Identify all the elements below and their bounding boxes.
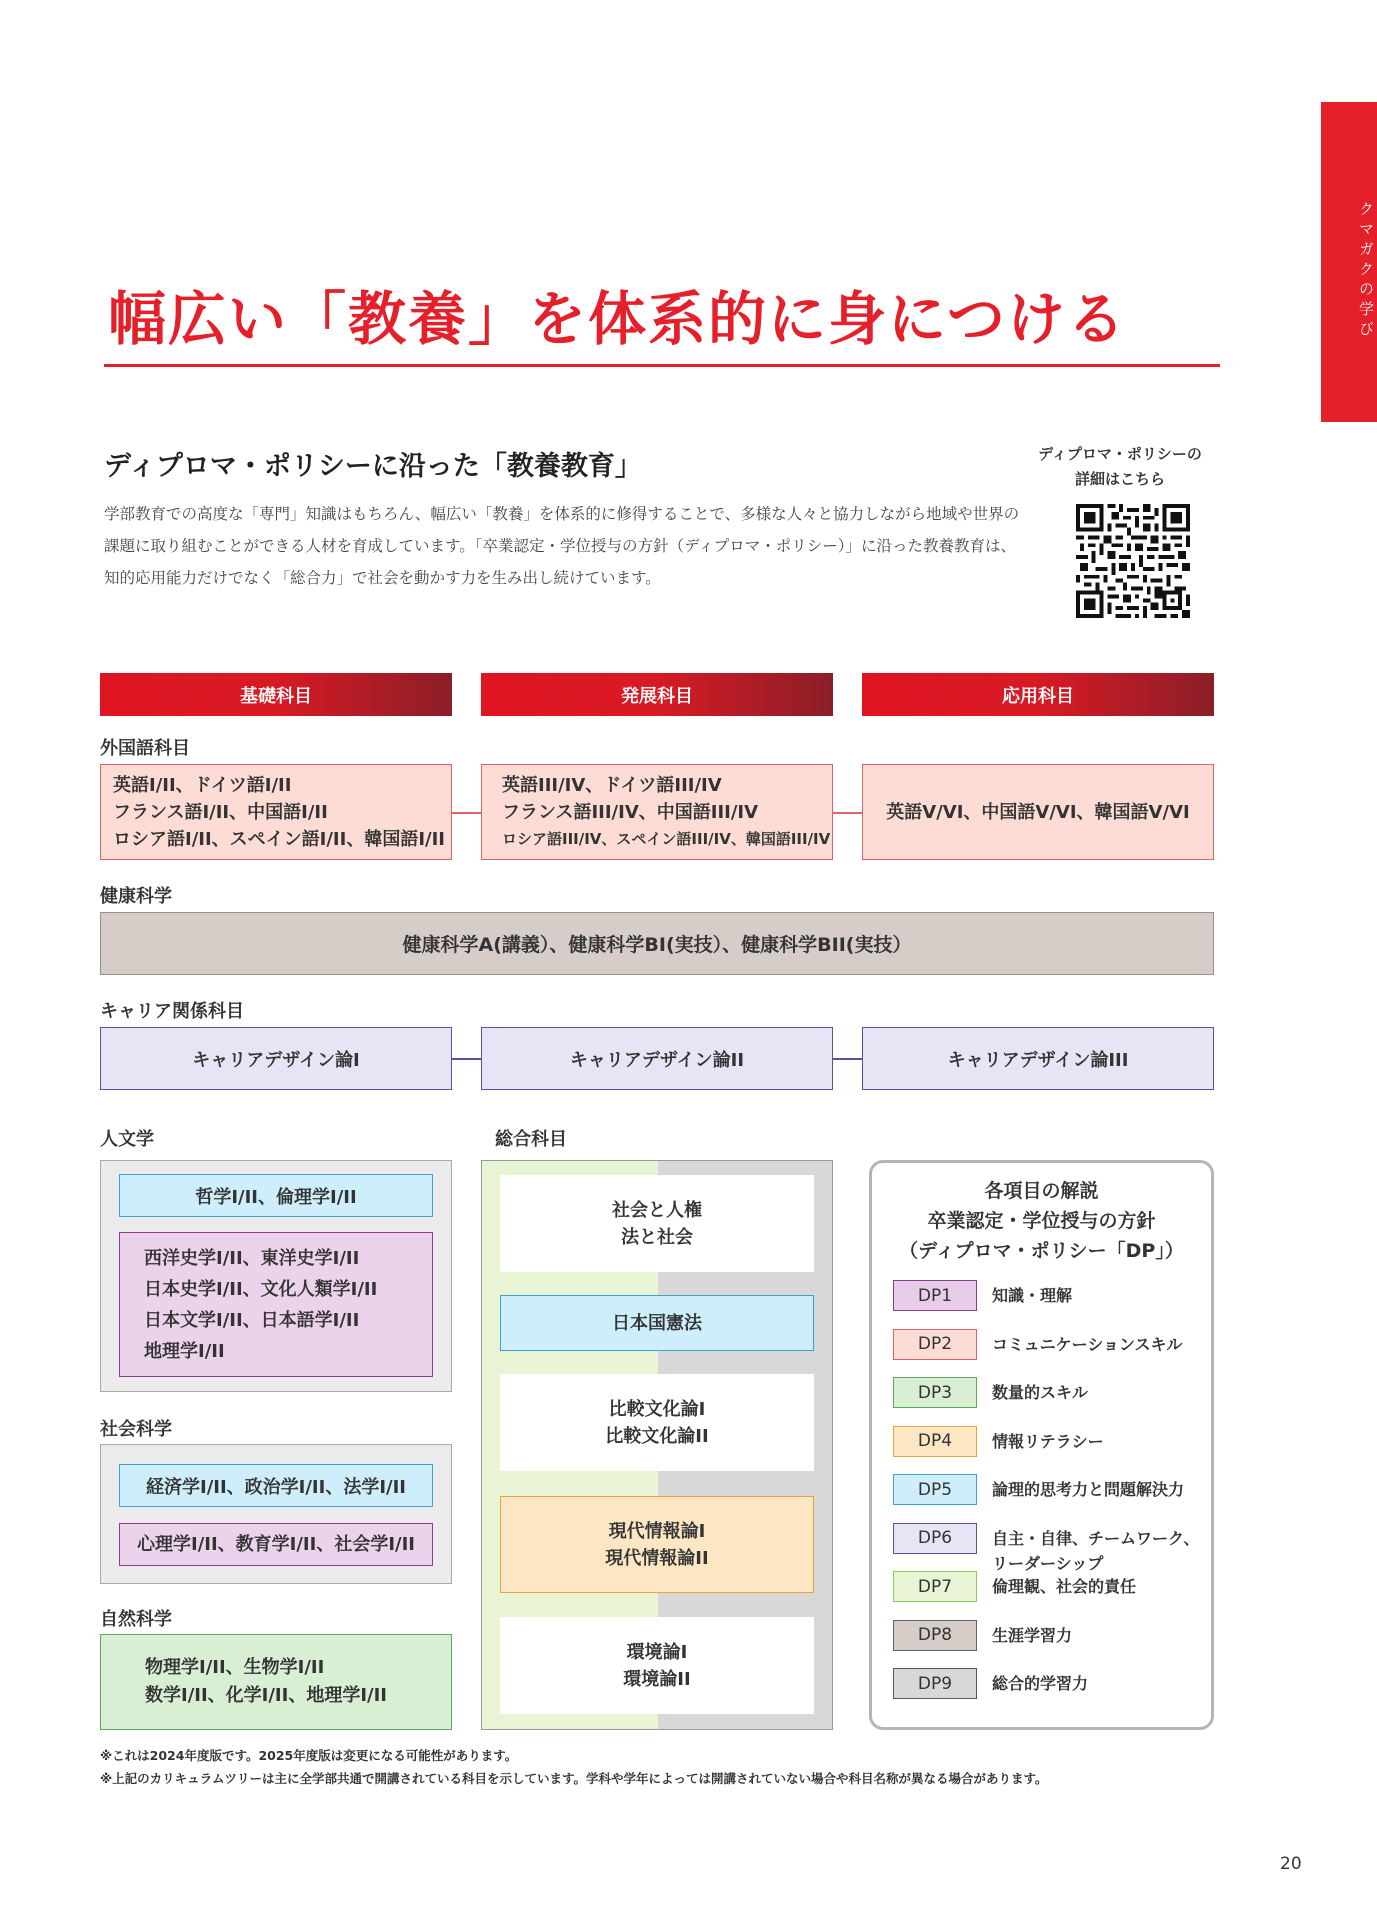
career-design-2-box — [481, 1027, 833, 1090]
foreign-applied-box — [862, 764, 1214, 860]
intro-line: 学部教育での高度な「専門」知識はもちろん、幅広い「教養」を体系的に修得することで、多様な人々と協力しながら地域や世界の — [104, 505, 1020, 523]
connector-line — [452, 812, 481, 814]
comprehensive-item — [500, 1496, 814, 1593]
course-line: 物理学I/II、生物学I/II — [145, 1657, 325, 1678]
course-line: 健康科学A(講義）、健康科学BI(実技）、健康科学BII(実技） — [402, 934, 912, 956]
qr-caption-line: 詳細はこちら — [1074, 470, 1165, 488]
page-title: 幅広い「教養」を体系的に身につける — [108, 285, 1127, 353]
legend-title-line: （ディプロマ・ポリシー「DP」） — [899, 1240, 1184, 1262]
dp-legend-row — [893, 1329, 1182, 1360]
legend-title-line: 卒業認定・学位授与の方針 — [927, 1210, 1156, 1232]
course-line: 法と社会 — [621, 1226, 693, 1248]
course-line: 日本文学I/II、日本語学I/II — [144, 1309, 360, 1331]
dp-description — [992, 1523, 1199, 1576]
comprehensive-item — [500, 1295, 814, 1351]
dp-legend-row — [893, 1620, 1072, 1651]
natural-science-label: 自然科学 — [100, 1609, 172, 1630]
course-line: キャリアデザイン論I — [192, 1049, 360, 1071]
course-line: 環境論I — [626, 1641, 688, 1663]
course-line: 英語III/IV、ドイツ語III/IV — [502, 774, 722, 796]
career-label: キャリア関係科目 — [100, 1001, 244, 1022]
qr-caption — [1030, 442, 1210, 492]
course-line: キャリアデザイン論II — [569, 1049, 745, 1071]
course-line: 比較文化論II — [605, 1425, 709, 1447]
dp-description — [992, 1668, 1088, 1696]
column-header-basic: 基礎科目 — [100, 673, 452, 716]
qr-caption-line: ディプロマ・ポリシーの — [1038, 445, 1202, 463]
dp-description — [992, 1377, 1088, 1405]
footnote: ※これは2024年度版です。2025年度版は変更になる可能性があります。 — [100, 1748, 518, 1763]
humanities-philosophy-box: 哲学I/II、倫理学I/II — [119, 1174, 433, 1217]
comprehensive-label: 総合科目 — [495, 1129, 567, 1150]
legend-title-line: 各項目の解説 — [984, 1180, 1099, 1202]
dp-badge: DP8 — [893, 1620, 977, 1651]
course-line: ロシア語III/IV、スペイン語III/IV、韓国語III/IV — [502, 829, 831, 848]
course-line: 英語I/II、ドイツ語I/II — [113, 774, 292, 796]
dp-legend-row — [893, 1474, 1184, 1505]
dp-legend-row — [893, 1426, 1104, 1457]
course-line: フランス語I/II、中国語I/II — [113, 801, 328, 823]
dp-description-line: 総合的学習力 — [992, 1674, 1089, 1693]
career-design-1-box — [100, 1027, 452, 1090]
dp-legend-row — [893, 1571, 1136, 1602]
social-psychology-box: 心理学I/II、教育学I/II、社会学I/II — [119, 1523, 433, 1566]
course-line: 英語V/VI、中国語V/VI、韓国語V/VI — [886, 801, 1190, 823]
dp-description-line: 知識・理解 — [992, 1286, 1073, 1305]
dp-description — [992, 1620, 1072, 1648]
career-design-3-box — [862, 1027, 1214, 1090]
connector-line — [452, 1058, 481, 1060]
page-number: 20 — [1280, 1854, 1302, 1874]
dp-badge: DP7 — [893, 1571, 977, 1602]
column-header-develop: 発展科目 — [481, 673, 833, 716]
course-line: フランス語III/IV、中国語III/IV — [502, 801, 759, 823]
dp-badge: DP2 — [893, 1329, 977, 1360]
dp-legend-row — [893, 1280, 1072, 1311]
dp-description-line: 自主・自律、チームワーク、 — [992, 1528, 1200, 1548]
dp-legend-list — [893, 1280, 1213, 1710]
social-science-label: 社会科学 — [100, 1419, 172, 1440]
dp-legend-title — [869, 1176, 1214, 1266]
section-side-tab: クマガクの学び — [1321, 102, 1377, 422]
section-subtitle: ディプロマ・ポリシーに沿った「教養教育」 — [104, 451, 642, 482]
dp-description — [992, 1426, 1104, 1454]
course-line: 日本史学I/II、文化人類学I/II — [144, 1278, 378, 1300]
dp-description — [992, 1280, 1072, 1308]
dp-description-line: 数量的スキル — [992, 1383, 1088, 1402]
dp-description — [992, 1571, 1136, 1599]
foreign-basic-box — [100, 764, 452, 860]
foreign-language-label: 外国語科目 — [100, 738, 190, 759]
comprehensive-item — [500, 1374, 814, 1471]
humanities-history-box — [119, 1232, 433, 1377]
dp-description-line: 情報リテラシー — [992, 1431, 1104, 1451]
dp-badge: DP9 — [893, 1668, 977, 1699]
dp-description-line: リーダーシップ — [992, 1553, 1104, 1573]
dp-description — [992, 1474, 1184, 1502]
dp-legend-row — [893, 1377, 1088, 1408]
course-line: 西洋史学I/II、東洋史学I/II — [144, 1247, 360, 1269]
comprehensive-item — [500, 1175, 814, 1272]
dp-description-line: 論理的思考力と問題解決力 — [992, 1480, 1185, 1499]
dp-badge: DP4 — [893, 1426, 977, 1457]
intro-line: 知的応用能力だけでなく「総合力」で社会を動かす力を生み出し続けています。 — [104, 569, 661, 587]
column-header-applied: 応用科目 — [862, 673, 1214, 716]
dp-description-line: 倫理観、社会的責任 — [992, 1577, 1137, 1596]
course-line: 数学I/II、化学I/II、地理学I/II — [145, 1685, 387, 1706]
social-economics-box: 経済学I/II、政治学I/II、法学I/II — [119, 1464, 433, 1507]
course-line: ロシア語I/II、スペイン語I/II、韓国語I/II — [113, 828, 445, 850]
course-line: 地理学I/II — [144, 1340, 225, 1362]
dp-badge: DP1 — [893, 1280, 977, 1311]
course-line: 現代情報論II — [605, 1547, 709, 1569]
intro-line: 課題に取り組むことができる人材を育成しています。「卒業認定・学位授与の方針（ディプロマ・ポリシー）」に沿った教養教育は、 — [104, 537, 1017, 555]
course-line: キャリアデザイン論III — [947, 1049, 1129, 1071]
dp-description — [992, 1329, 1182, 1357]
dp-badge: DP5 — [893, 1474, 977, 1505]
comprehensive-item — [500, 1617, 814, 1714]
dp-badge: DP3 — [893, 1377, 977, 1408]
connector-line — [833, 812, 862, 814]
dp-badge: DP6 — [893, 1523, 977, 1554]
foreign-develop-box — [481, 764, 833, 860]
humanities-label: 人文学 — [100, 1129, 154, 1150]
dp-description-line: コミュニケーションスキル — [992, 1334, 1183, 1354]
course-line: 環境論II — [623, 1668, 691, 1690]
natural-science-box — [100, 1634, 452, 1730]
footnote: ※上記のカリキュラムツリーは主に全学部共通で開講されている科目を示しています。学科や学年によっては開講されていない場合や科目名称が異なる場合があります。 — [100, 1771, 1048, 1786]
health-science-label: 健康科学 — [100, 886, 172, 907]
title-underline — [104, 364, 1220, 367]
dp-description-line: 生涯学習力 — [992, 1625, 1073, 1645]
dp-legend-row — [893, 1668, 1088, 1699]
course-line: 現代情報論I — [608, 1520, 706, 1542]
course-line: 日本国憲法 — [612, 1312, 702, 1334]
course-line: 社会と人権 — [612, 1199, 702, 1221]
qr-code-icon[interactable] — [1076, 504, 1190, 618]
intro-paragraph — [104, 498, 1044, 594]
health-science-box — [100, 912, 1214, 975]
dp-legend-row — [893, 1523, 1199, 1576]
connector-line — [833, 1058, 862, 1060]
course-line: 比較文化論I — [608, 1398, 706, 1420]
